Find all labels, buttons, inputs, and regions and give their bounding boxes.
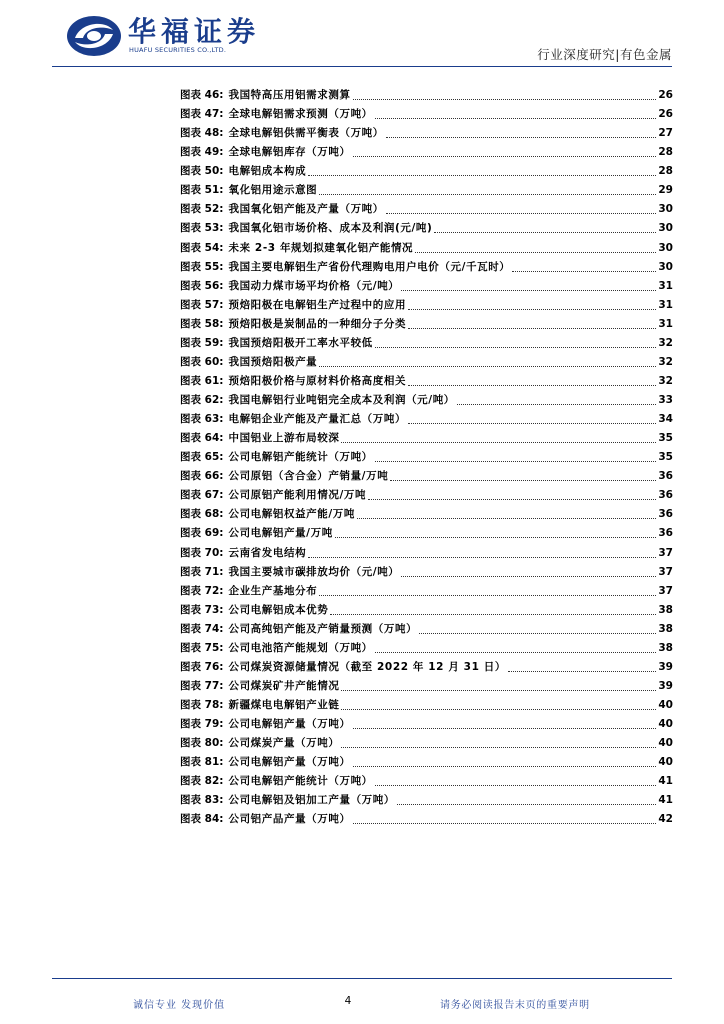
- toc-entry[interactable]: [180, 87, 673, 106]
- toc-dot-leader: [335, 537, 657, 538]
- toc-entry[interactable]: [180, 468, 673, 487]
- toc-entry-label: 图表 46:: [180, 89, 224, 101]
- toc-entry-page: 28: [658, 146, 673, 159]
- toc-entry-page: 30: [658, 222, 673, 235]
- toc-dot-leader: [386, 137, 657, 138]
- toc-entry-page: 32: [658, 336, 673, 349]
- toc-entry-page: 28: [658, 165, 673, 178]
- toc-entry-page: 27: [658, 127, 673, 140]
- toc-entry[interactable]: [180, 525, 673, 544]
- toc-entry-page: 36: [658, 527, 673, 540]
- toc-entry-title: 未来 2-3 年规划拟建氧化铝产能情况: [228, 241, 414, 254]
- toc-entry-label: 图表 83:: [180, 794, 224, 807]
- toc-dot-leader: [341, 709, 656, 710]
- toc-entry-title: 公司电解铝产量/万吨: [228, 527, 333, 540]
- toc-dot-leader: [375, 785, 657, 786]
- toc-entry-page: 40: [658, 756, 673, 769]
- toc-dot-leader: [375, 118, 657, 119]
- toc-entry-title: 电解铝企业产能及产量汇总（万吨）: [228, 413, 407, 426]
- toc-entry-label: 图表 74:: [180, 622, 224, 635]
- toc-entry-title: 我国电解铝行业吨铝完全成本及利润（元/吨）: [228, 394, 455, 406]
- toc-entry[interactable]: [180, 144, 673, 163]
- toc-dot-leader: [386, 213, 657, 214]
- toc-entry-label: 图表 67:: [180, 489, 224, 502]
- toc-entry-title: 公司电解铝权益产能/万吨: [228, 508, 356, 521]
- header-divider: [52, 66, 672, 67]
- toc-entry-title: 我国氧化铝产能及产量（万吨）: [228, 203, 384, 216]
- toc-entry-title: 公司电解铝成本优势: [228, 603, 329, 616]
- toc-entry[interactable]: [180, 335, 673, 354]
- toc-entry-title: 预焙阳极价格与原材料价格高度相关: [228, 374, 407, 387]
- toc-entry-page: 40: [658, 699, 673, 711]
- toc-entry[interactable]: [180, 182, 673, 201]
- toc-entry-title: 我国动力煤市场平均价格（元/吨）: [228, 279, 400, 292]
- toc-entry-title: 我国特高压用铝需求测算: [228, 89, 351, 101]
- toc-entry[interactable]: [180, 811, 673, 830]
- toc-entry-page: 36: [658, 470, 673, 483]
- toc-entry[interactable]: [180, 316, 673, 335]
- page-header: [0, 0, 724, 70]
- toc-entry[interactable]: [180, 506, 673, 525]
- toc-entry[interactable]: [180, 735, 673, 754]
- toc-entry[interactable]: [180, 278, 673, 297]
- toc-entry-page: 37: [658, 546, 673, 559]
- toc-entry-title: 企业生产基地分布: [228, 584, 318, 597]
- toc-entry[interactable]: [180, 697, 673, 716]
- toc-entry-title: 新疆煤电电解铝产业链: [228, 699, 340, 711]
- toc-entry-page: 38: [658, 603, 673, 616]
- toc-entry-title: 全球电解铝库存（万吨）: [228, 146, 351, 159]
- toc-entry-title: 我国预焙阳极产量: [228, 355, 318, 368]
- toc-entry-label: 图表 81:: [180, 756, 224, 769]
- toc-entry-page: 40: [658, 718, 673, 731]
- toc-entry-title: 氧化铝用途示意图: [228, 184, 318, 197]
- toc-entry-page: 37: [658, 565, 673, 578]
- toc-dot-leader: [375, 652, 657, 653]
- toc-dot-leader: [408, 328, 656, 329]
- toc-entry-label: 图表 66:: [180, 470, 224, 483]
- toc-dot-leader: [353, 99, 657, 100]
- toc-entry-page: 29: [658, 184, 673, 197]
- toc-entry-label: 图表 55:: [180, 260, 224, 273]
- toc-entry-title: 公司电解铝产能统计（万吨）: [228, 451, 373, 464]
- toc-entry-title: 我国预焙阳极开工率水平较低: [228, 336, 373, 349]
- toc-entry-page: 31: [658, 298, 673, 311]
- toc-entry-label: 图表 71:: [180, 565, 224, 578]
- toc-entry-page: 31: [658, 279, 673, 292]
- toc-entry-page: 34: [658, 413, 673, 426]
- toc-dot-leader: [319, 194, 656, 195]
- toc-entry-page: 35: [658, 432, 673, 445]
- toc-entry-label: 图表 65:: [180, 451, 224, 464]
- toc-dot-leader: [368, 499, 656, 500]
- toc-entry-label: 图表 62:: [180, 394, 224, 406]
- toc-entry-page: 30: [658, 203, 673, 216]
- table-of-figures: [180, 87, 673, 830]
- toc-entry[interactable]: [180, 411, 673, 430]
- toc-entry[interactable]: [180, 240, 673, 259]
- toc-entry-page: 37: [658, 584, 673, 597]
- toc-entry[interactable]: [180, 716, 673, 735]
- toc-entry[interactable]: [180, 792, 673, 811]
- toc-entry-page: 39: [658, 660, 673, 673]
- toc-entry-title: 我国主要城市碳排放均价（元/吨）: [228, 565, 400, 578]
- toc-dot-leader: [353, 728, 657, 729]
- brand-name-en: HUAFU SECURITIES CO.,LTD.: [129, 46, 227, 54]
- toc-entry-page: 33: [658, 394, 673, 406]
- toc-entry[interactable]: [180, 564, 673, 583]
- toc-dot-leader: [457, 404, 656, 405]
- toc-dot-leader: [353, 766, 657, 767]
- toc-entry[interactable]: [180, 125, 673, 144]
- toc-entry-label: 图表 48:: [180, 127, 224, 140]
- toc-entry-label: 图表 56:: [180, 279, 224, 292]
- toc-entry-label: 图表 82:: [180, 775, 224, 788]
- toc-dot-leader: [353, 823, 657, 824]
- toc-entry-label: 图表 54:: [180, 241, 224, 254]
- toc-entry-label: 图表 78:: [180, 699, 224, 711]
- toc-dot-leader: [401, 576, 656, 577]
- toc-entry-title: 中国铝业上游布局较深: [228, 432, 340, 445]
- report-category: 行业深度研究|有色金属: [537, 47, 672, 62]
- toc-entry[interactable]: [180, 449, 673, 468]
- toc-entry[interactable]: [180, 659, 673, 678]
- toc-entry-page: 38: [658, 622, 673, 635]
- toc-dot-leader: [408, 309, 656, 310]
- toc-dot-leader: [390, 480, 656, 481]
- toc-dot-leader: [341, 690, 656, 691]
- toc-entry[interactable]: [180, 163, 673, 182]
- toc-entry-title: 公司电解铝产量（万吨）: [228, 718, 351, 731]
- toc-entry-title: 公司电池箔产能规划（万吨）: [228, 641, 373, 654]
- toc-entry-title: 公司原铝产能利用情况/万吨: [228, 489, 367, 502]
- toc-entry-label: 图表 73:: [180, 603, 224, 616]
- toc-entry-page: 36: [658, 508, 673, 521]
- toc-entry-title: 公司电解铝产能统计（万吨）: [228, 775, 373, 788]
- toc-entry-label: 图表 72:: [180, 584, 224, 597]
- toc-entry-label: 图表 79:: [180, 718, 224, 731]
- toc-entry[interactable]: [180, 678, 673, 697]
- toc-entry-page: 36: [658, 489, 673, 502]
- toc-entry-label: 图表 80:: [180, 737, 224, 750]
- toc-entry[interactable]: [180, 640, 673, 659]
- toc-dot-leader: [419, 633, 656, 634]
- toc-entry-page: 42: [658, 813, 673, 826]
- toc-dot-leader: [319, 595, 656, 596]
- toc-dot-leader: [401, 290, 656, 291]
- toc-entry[interactable]: [180, 259, 673, 278]
- toc-entry-label: 图表 53:: [180, 222, 224, 235]
- toc-entry-title: 公司高纯铝产能及产销量预测（万吨）: [228, 622, 418, 635]
- toc-entry-page: 41: [658, 794, 673, 807]
- toc-entry[interactable]: [180, 754, 673, 773]
- toc-entry-page: 30: [658, 241, 673, 254]
- footer-divider: [52, 978, 672, 979]
- toc-entry-title: 公司原铝（含合金）产销量/万吨: [228, 470, 389, 483]
- toc-entry-label: 图表 84:: [180, 813, 224, 826]
- toc-entry[interactable]: [180, 602, 673, 621]
- toc-entry[interactable]: [180, 392, 673, 411]
- toc-entry-page: 32: [658, 374, 673, 387]
- toc-entry-page: 32: [658, 355, 673, 368]
- toc-entry-page: 31: [658, 317, 673, 330]
- toc-entry-label: 图表 51:: [180, 184, 224, 197]
- toc-entry-title: 公司铝产品产量（万吨）: [228, 813, 351, 826]
- toc-dot-leader: [408, 423, 656, 424]
- toc-entry[interactable]: [180, 430, 673, 449]
- toc-entry-label: 图表 69:: [180, 527, 224, 540]
- toc-entry-label: 图表 77:: [180, 679, 224, 692]
- huafu-logo-icon: [65, 14, 123, 58]
- toc-entry-page: 39: [658, 679, 673, 692]
- toc-entry[interactable]: [180, 583, 673, 602]
- toc-entry[interactable]: [180, 220, 673, 239]
- toc-entry-label: 图表 70:: [180, 546, 224, 559]
- toc-entry[interactable]: [180, 373, 673, 392]
- toc-dot-leader: [319, 366, 656, 367]
- toc-entry[interactable]: [180, 106, 673, 125]
- toc-entry-label: 图表 63:: [180, 413, 224, 426]
- toc-dot-leader: [512, 271, 656, 272]
- toc-dot-leader: [308, 175, 656, 176]
- toc-entry-title: 预焙阳极是炭制品的一种细分子分类: [228, 317, 407, 330]
- toc-entry-page: 40: [658, 737, 673, 750]
- toc-entry-title: 公司煤炭矿井产能情况: [228, 679, 340, 692]
- toc-entry-title: 公司煤炭产量（万吨）: [228, 737, 340, 750]
- toc-dot-leader: [397, 804, 656, 805]
- toc-dot-leader: [508, 671, 656, 672]
- toc-dot-leader: [375, 347, 657, 348]
- toc-dot-leader: [330, 614, 656, 615]
- toc-entry-page: 26: [658, 89, 673, 101]
- toc-entry-label: 图表 59:: [180, 336, 224, 349]
- toc-entry-title: 我国主要电解铝生产省份代理购电用户电价（元/千瓦时）: [228, 260, 511, 273]
- footer-slogan: 诚信专业 发现价值: [133, 1000, 226, 1011]
- toc-entry-label: 图表 47:: [180, 108, 224, 121]
- toc-entry[interactable]: [180, 201, 673, 220]
- toc-entry-title: 公司煤炭资源储量情况（截至 2022 年 12 月 31 日）: [228, 660, 506, 673]
- toc-entry[interactable]: [180, 354, 673, 373]
- toc-entry[interactable]: [180, 297, 673, 316]
- toc-dot-leader: [308, 557, 656, 558]
- toc-entry-label: 图表 50:: [180, 165, 224, 178]
- toc-dot-leader: [341, 747, 656, 748]
- toc-entry-label: 图表 58:: [180, 317, 224, 330]
- toc-dot-leader: [357, 518, 656, 519]
- toc-dot-leader: [434, 232, 656, 233]
- toc-entry-page: 26: [658, 108, 673, 121]
- toc-entry-page: 38: [658, 641, 673, 654]
- toc-entry-label: 图表 75:: [180, 641, 224, 654]
- toc-entry-page: 35: [658, 451, 673, 464]
- toc-entry-title: 全球电解铝供需平衡表（万吨）: [228, 127, 384, 140]
- toc-entry-title: 电解铝成本构成: [228, 165, 307, 178]
- toc-entry-page: 30: [658, 260, 673, 273]
- toc-entry-label: 图表 60:: [180, 355, 224, 368]
- toc-entry-title: 公司电解铝及铝加工产量（万吨）: [228, 794, 395, 807]
- toc-entry-title: 云南省发电结构: [228, 546, 307, 559]
- toc-entry-title: 预焙阳极在电解铝生产过程中的应用: [228, 298, 407, 311]
- toc-dot-leader: [415, 252, 656, 253]
- toc-entry-label: 图表 68:: [180, 508, 224, 521]
- toc-entry-label: 图表 64:: [180, 432, 224, 445]
- footer-disclaimer: 请务必阅读报告末页的重要声明: [440, 1000, 590, 1011]
- toc-entry-label: 图表 52:: [180, 203, 224, 216]
- toc-entry-label: 图表 76:: [180, 660, 224, 673]
- toc-entry[interactable]: [180, 545, 673, 564]
- toc-entry[interactable]: [180, 773, 673, 792]
- toc-dot-leader: [408, 385, 656, 386]
- toc-entry-title: 全球电解铝需求预测（万吨）: [228, 108, 373, 121]
- toc-dot-leader: [353, 156, 657, 157]
- toc-entry-page: 41: [658, 775, 673, 788]
- toc-entry[interactable]: [180, 487, 673, 506]
- toc-entry-label: 图表 61:: [180, 374, 224, 387]
- toc-entry-title: 公司电解铝产量（万吨）: [228, 756, 351, 769]
- toc-dot-leader: [375, 461, 657, 462]
- toc-entry[interactable]: [180, 621, 673, 640]
- toc-entry-title: 我国氧化铝市场价格、成本及利润(元/吨): [228, 222, 433, 235]
- toc-entry-label: 图表 49:: [180, 146, 224, 159]
- toc-entry-label: 图表 57:: [180, 298, 224, 311]
- brand-name-cn: 华福证券: [128, 15, 261, 48]
- toc-dot-leader: [341, 442, 656, 443]
- page-number: 4: [344, 995, 352, 1007]
